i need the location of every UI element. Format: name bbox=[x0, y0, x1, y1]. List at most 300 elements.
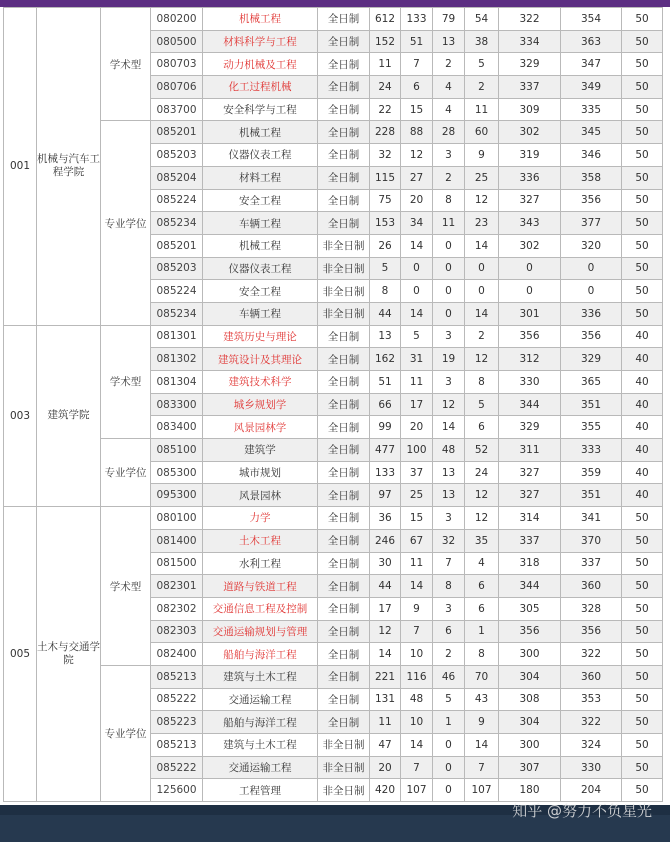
recommended-cell: 3 bbox=[433, 325, 465, 348]
applicants-cell: 44 bbox=[370, 302, 401, 325]
college-code-cell: 003 bbox=[4, 325, 37, 507]
quota-cell: 50 bbox=[622, 643, 663, 666]
table-row bbox=[4, 8, 663, 31]
major-code-cell: 080703 bbox=[151, 53, 203, 76]
applicants-cell: 26 bbox=[370, 234, 401, 257]
recommended-cell: 46 bbox=[433, 665, 465, 688]
study-mode-cell: 非全日制 bbox=[318, 302, 370, 325]
major-code-cell: 080200 bbox=[151, 8, 203, 31]
admission-table-sheet bbox=[0, 7, 670, 805]
admitted-cell: 67 bbox=[401, 529, 433, 552]
avg-score-cell: 0 bbox=[561, 280, 622, 303]
min-score-cell: 356 bbox=[499, 620, 561, 643]
major-name-cell: 机械工程 bbox=[203, 8, 318, 31]
avg-score-cell: 320 bbox=[561, 234, 622, 257]
recommended-cell: 0 bbox=[433, 734, 465, 757]
exam-admitted-cell: 52 bbox=[465, 439, 499, 462]
admitted-cell: 37 bbox=[401, 461, 433, 484]
applicants-cell: 11 bbox=[370, 711, 401, 734]
quota-cell: 50 bbox=[622, 166, 663, 189]
min-score-cell: 343 bbox=[499, 212, 561, 235]
min-score-cell: 300 bbox=[499, 643, 561, 666]
exam-admitted-cell: 107 bbox=[465, 779, 499, 802]
exam-admitted-cell: 6 bbox=[465, 575, 499, 598]
major-name-cell: 机械工程 bbox=[203, 234, 318, 257]
study-mode-cell: 全日制 bbox=[318, 711, 370, 734]
major-name-cell: 力学 bbox=[203, 507, 318, 530]
study-mode-cell: 非全日制 bbox=[318, 257, 370, 280]
major-name-cell: 城乡规划学 bbox=[203, 393, 318, 416]
recommended-cell: 4 bbox=[433, 98, 465, 121]
avg-score-cell: 349 bbox=[561, 76, 622, 99]
applicants-cell: 32 bbox=[370, 144, 401, 167]
recommended-cell: 5 bbox=[433, 688, 465, 711]
recommended-cell: 12 bbox=[433, 393, 465, 416]
recommended-cell: 1 bbox=[433, 711, 465, 734]
major-code-cell: 085203 bbox=[151, 257, 203, 280]
avg-score-cell: 360 bbox=[561, 575, 622, 598]
degree-type-cell: 专业学位 bbox=[101, 121, 151, 325]
admitted-cell: 107 bbox=[401, 779, 433, 802]
min-score-cell: 312 bbox=[499, 348, 561, 371]
major-name-cell: 风景园林 bbox=[203, 484, 318, 507]
min-score-cell: 180 bbox=[499, 779, 561, 802]
recommended-cell: 13 bbox=[433, 461, 465, 484]
major-name-cell: 船舶与海洋工程 bbox=[203, 643, 318, 666]
min-score-cell: 344 bbox=[499, 575, 561, 598]
recommended-cell: 32 bbox=[433, 529, 465, 552]
avg-score-cell: 358 bbox=[561, 166, 622, 189]
table-row bbox=[4, 325, 663, 348]
admitted-cell: 11 bbox=[401, 371, 433, 394]
recommended-cell: 2 bbox=[433, 53, 465, 76]
min-score-cell: 337 bbox=[499, 76, 561, 99]
major-name-cell: 建筑技术科学 bbox=[203, 371, 318, 394]
recommended-cell: 13 bbox=[433, 484, 465, 507]
exam-admitted-cell: 12 bbox=[465, 189, 499, 212]
quota-cell: 50 bbox=[622, 30, 663, 53]
major-code-cell: 081400 bbox=[151, 529, 203, 552]
exam-admitted-cell: 6 bbox=[465, 416, 499, 439]
applicants-cell: 17 bbox=[370, 597, 401, 620]
study-mode-cell: 全日制 bbox=[318, 144, 370, 167]
quota-cell: 50 bbox=[622, 302, 663, 325]
major-code-cell: 083300 bbox=[151, 393, 203, 416]
major-code-cell: 125600 bbox=[151, 779, 203, 802]
avg-score-cell: 355 bbox=[561, 416, 622, 439]
major-code-cell: 082302 bbox=[151, 597, 203, 620]
quota-cell: 50 bbox=[622, 507, 663, 530]
study-mode-cell: 全日制 bbox=[318, 98, 370, 121]
admitted-cell: 5 bbox=[401, 325, 433, 348]
avg-score-cell: 324 bbox=[561, 734, 622, 757]
admitted-cell: 0 bbox=[401, 257, 433, 280]
admitted-cell: 15 bbox=[401, 98, 433, 121]
exam-admitted-cell: 7 bbox=[465, 756, 499, 779]
study-mode-cell: 全日制 bbox=[318, 371, 370, 394]
applicants-cell: 477 bbox=[370, 439, 401, 462]
recommended-cell: 0 bbox=[433, 779, 465, 802]
major-code-cell: 083400 bbox=[151, 416, 203, 439]
avg-score-cell: 204 bbox=[561, 779, 622, 802]
recommended-cell: 7 bbox=[433, 552, 465, 575]
table-row bbox=[4, 121, 663, 144]
major-name-cell: 土木工程 bbox=[203, 529, 318, 552]
quota-cell: 50 bbox=[622, 280, 663, 303]
recommended-cell: 8 bbox=[433, 189, 465, 212]
major-code-cell: 085223 bbox=[151, 711, 203, 734]
major-code-cell: 082301 bbox=[151, 575, 203, 598]
study-mode-cell: 全日制 bbox=[318, 575, 370, 598]
avg-score-cell: 341 bbox=[561, 507, 622, 530]
exam-admitted-cell: 12 bbox=[465, 484, 499, 507]
quota-cell: 50 bbox=[622, 76, 663, 99]
major-code-cell: 085213 bbox=[151, 665, 203, 688]
avg-score-cell: 356 bbox=[561, 325, 622, 348]
avg-score-cell: 377 bbox=[561, 212, 622, 235]
major-code-cell: 080706 bbox=[151, 76, 203, 99]
admitted-cell: 27 bbox=[401, 166, 433, 189]
recommended-cell: 28 bbox=[433, 121, 465, 144]
study-mode-cell: 全日制 bbox=[318, 416, 370, 439]
applicants-cell: 162 bbox=[370, 348, 401, 371]
avg-score-cell: 347 bbox=[561, 53, 622, 76]
min-score-cell: 330 bbox=[499, 371, 561, 394]
major-name-cell: 机械工程 bbox=[203, 121, 318, 144]
major-name-cell: 风景园林学 bbox=[203, 416, 318, 439]
admitted-cell: 7 bbox=[401, 620, 433, 643]
quota-cell: 40 bbox=[622, 325, 663, 348]
min-score-cell: 0 bbox=[499, 257, 561, 280]
min-score-cell: 314 bbox=[499, 507, 561, 530]
major-code-cell: 082400 bbox=[151, 643, 203, 666]
avg-score-cell: 336 bbox=[561, 302, 622, 325]
quota-cell: 50 bbox=[622, 665, 663, 688]
admitted-cell: 25 bbox=[401, 484, 433, 507]
admitted-cell: 14 bbox=[401, 575, 433, 598]
major-name-cell: 建筑设计及其理论 bbox=[203, 348, 318, 371]
applicants-cell: 228 bbox=[370, 121, 401, 144]
min-score-cell: 322 bbox=[499, 8, 561, 31]
major-code-cell: 081500 bbox=[151, 552, 203, 575]
major-code-cell: 085224 bbox=[151, 280, 203, 303]
major-code-cell: 085201 bbox=[151, 234, 203, 257]
exam-admitted-cell: 6 bbox=[465, 597, 499, 620]
degree-type-cell: 学术型 bbox=[101, 8, 151, 121]
applicants-cell: 246 bbox=[370, 529, 401, 552]
study-mode-cell: 全日制 bbox=[318, 643, 370, 666]
admitted-cell: 6 bbox=[401, 76, 433, 99]
avg-score-cell: 359 bbox=[561, 461, 622, 484]
min-score-cell: 329 bbox=[499, 53, 561, 76]
recommended-cell: 0 bbox=[433, 234, 465, 257]
admitted-cell: 48 bbox=[401, 688, 433, 711]
exam-admitted-cell: 4 bbox=[465, 552, 499, 575]
study-mode-cell: 全日制 bbox=[318, 76, 370, 99]
study-mode-cell: 全日制 bbox=[318, 8, 370, 31]
min-score-cell: 301 bbox=[499, 302, 561, 325]
applicants-cell: 51 bbox=[370, 371, 401, 394]
admitted-cell: 100 bbox=[401, 439, 433, 462]
avg-score-cell: 335 bbox=[561, 98, 622, 121]
recommended-cell: 0 bbox=[433, 302, 465, 325]
degree-type-cell: 学术型 bbox=[101, 325, 151, 438]
study-mode-cell: 全日制 bbox=[318, 597, 370, 620]
major-name-cell: 道路与铁道工程 bbox=[203, 575, 318, 598]
study-mode-cell: 全日制 bbox=[318, 393, 370, 416]
exam-admitted-cell: 70 bbox=[465, 665, 499, 688]
avg-score-cell: 329 bbox=[561, 348, 622, 371]
applicants-cell: 8 bbox=[370, 280, 401, 303]
admitted-cell: 14 bbox=[401, 302, 433, 325]
applicants-cell: 47 bbox=[370, 734, 401, 757]
applicants-cell: 221 bbox=[370, 665, 401, 688]
major-name-cell: 化工过程机械 bbox=[203, 76, 318, 99]
recommended-cell: 48 bbox=[433, 439, 465, 462]
study-mode-cell: 全日制 bbox=[318, 212, 370, 235]
study-mode-cell: 全日制 bbox=[318, 688, 370, 711]
avg-score-cell: 322 bbox=[561, 643, 622, 666]
major-code-cell: 085100 bbox=[151, 439, 203, 462]
study-mode-cell: 全日制 bbox=[318, 30, 370, 53]
avg-score-cell: 322 bbox=[561, 711, 622, 734]
quota-cell: 40 bbox=[622, 371, 663, 394]
avg-score-cell: 356 bbox=[561, 620, 622, 643]
applicants-cell: 75 bbox=[370, 189, 401, 212]
quota-cell: 50 bbox=[622, 234, 663, 257]
admitted-cell: 7 bbox=[401, 53, 433, 76]
quota-cell: 40 bbox=[622, 439, 663, 462]
exam-admitted-cell: 14 bbox=[465, 302, 499, 325]
admitted-cell: 10 bbox=[401, 643, 433, 666]
quota-cell: 40 bbox=[622, 393, 663, 416]
admitted-cell: 34 bbox=[401, 212, 433, 235]
major-code-cell: 085203 bbox=[151, 144, 203, 167]
major-name-cell: 交通运输工程 bbox=[203, 756, 318, 779]
major-code-cell: 085222 bbox=[151, 756, 203, 779]
study-mode-cell: 非全日制 bbox=[318, 756, 370, 779]
major-code-cell: 081304 bbox=[151, 371, 203, 394]
avg-score-cell: 351 bbox=[561, 393, 622, 416]
quota-cell: 50 bbox=[622, 552, 663, 575]
applicants-cell: 30 bbox=[370, 552, 401, 575]
applicants-cell: 99 bbox=[370, 416, 401, 439]
exam-admitted-cell: 5 bbox=[465, 393, 499, 416]
applicants-cell: 20 bbox=[370, 756, 401, 779]
major-code-cell: 082303 bbox=[151, 620, 203, 643]
major-code-cell: 085234 bbox=[151, 212, 203, 235]
recommended-cell: 19 bbox=[433, 348, 465, 371]
min-score-cell: 300 bbox=[499, 734, 561, 757]
major-code-cell: 085234 bbox=[151, 302, 203, 325]
major-name-cell: 船舶与海洋工程 bbox=[203, 711, 318, 734]
avg-score-cell: 353 bbox=[561, 688, 622, 711]
quota-cell: 50 bbox=[622, 620, 663, 643]
min-score-cell: 0 bbox=[499, 280, 561, 303]
min-score-cell: 337 bbox=[499, 529, 561, 552]
quota-cell: 40 bbox=[622, 348, 663, 371]
admitted-cell: 10 bbox=[401, 711, 433, 734]
major-name-cell: 材料科学与工程 bbox=[203, 30, 318, 53]
min-score-cell: 319 bbox=[499, 144, 561, 167]
degree-type-cell: 学术型 bbox=[101, 507, 151, 666]
applicants-cell: 44 bbox=[370, 575, 401, 598]
college-code-cell: 001 bbox=[4, 8, 37, 326]
study-mode-cell: 全日制 bbox=[318, 665, 370, 688]
major-code-cell: 085222 bbox=[151, 688, 203, 711]
exam-admitted-cell: 9 bbox=[465, 711, 499, 734]
major-name-cell: 城市规划 bbox=[203, 461, 318, 484]
admitted-cell: 11 bbox=[401, 552, 433, 575]
study-mode-cell: 全日制 bbox=[318, 53, 370, 76]
quota-cell: 50 bbox=[622, 756, 663, 779]
study-mode-cell: 全日制 bbox=[318, 325, 370, 348]
min-score-cell: 311 bbox=[499, 439, 561, 462]
quota-cell: 50 bbox=[622, 529, 663, 552]
table-row bbox=[4, 507, 663, 530]
table-row bbox=[4, 439, 663, 462]
admitted-cell: 12 bbox=[401, 144, 433, 167]
exam-admitted-cell: 12 bbox=[465, 507, 499, 530]
exam-admitted-cell: 24 bbox=[465, 461, 499, 484]
exam-admitted-cell: 2 bbox=[465, 76, 499, 99]
min-score-cell: 344 bbox=[499, 393, 561, 416]
avg-score-cell: 345 bbox=[561, 121, 622, 144]
applicants-cell: 12 bbox=[370, 620, 401, 643]
applicants-cell: 11 bbox=[370, 53, 401, 76]
admitted-cell: 0 bbox=[401, 280, 433, 303]
quota-cell: 50 bbox=[622, 121, 663, 144]
recommended-cell: 8 bbox=[433, 575, 465, 598]
major-name-cell: 车辆工程 bbox=[203, 212, 318, 235]
recommended-cell: 3 bbox=[433, 371, 465, 394]
major-code-cell: 083700 bbox=[151, 98, 203, 121]
min-score-cell: 334 bbox=[499, 30, 561, 53]
exam-admitted-cell: 25 bbox=[465, 166, 499, 189]
applicants-cell: 14 bbox=[370, 643, 401, 666]
admission-table bbox=[3, 7, 663, 802]
applicants-cell: 66 bbox=[370, 393, 401, 416]
major-name-cell: 工程管理 bbox=[203, 779, 318, 802]
table-row bbox=[4, 665, 663, 688]
min-score-cell: 336 bbox=[499, 166, 561, 189]
major-code-cell: 085213 bbox=[151, 734, 203, 757]
exam-admitted-cell: 35 bbox=[465, 529, 499, 552]
study-mode-cell: 全日制 bbox=[318, 620, 370, 643]
study-mode-cell: 全日制 bbox=[318, 484, 370, 507]
exam-admitted-cell: 8 bbox=[465, 643, 499, 666]
exam-admitted-cell: 54 bbox=[465, 8, 499, 31]
applicants-cell: 612 bbox=[370, 8, 401, 31]
major-name-cell: 水利工程 bbox=[203, 552, 318, 575]
recommended-cell: 3 bbox=[433, 597, 465, 620]
quota-cell: 50 bbox=[622, 688, 663, 711]
avg-score-cell: 363 bbox=[561, 30, 622, 53]
exam-admitted-cell: 43 bbox=[465, 688, 499, 711]
exam-admitted-cell: 0 bbox=[465, 257, 499, 280]
quota-cell: 50 bbox=[622, 257, 663, 280]
exam-admitted-cell: 12 bbox=[465, 348, 499, 371]
recommended-cell: 79 bbox=[433, 8, 465, 31]
min-score-cell: 356 bbox=[499, 325, 561, 348]
major-code-cell: 081302 bbox=[151, 348, 203, 371]
study-mode-cell: 全日制 bbox=[318, 552, 370, 575]
avg-score-cell: 360 bbox=[561, 665, 622, 688]
applicants-cell: 115 bbox=[370, 166, 401, 189]
admitted-cell: 20 bbox=[401, 416, 433, 439]
top-color-bar bbox=[0, 0, 670, 7]
applicants-cell: 153 bbox=[370, 212, 401, 235]
major-code-cell: 085201 bbox=[151, 121, 203, 144]
study-mode-cell: 全日制 bbox=[318, 461, 370, 484]
recommended-cell: 3 bbox=[433, 144, 465, 167]
quota-cell: 50 bbox=[622, 597, 663, 620]
major-code-cell: 095300 bbox=[151, 484, 203, 507]
admitted-cell: 31 bbox=[401, 348, 433, 371]
college-name-cell: 土木与交通学院 bbox=[37, 507, 101, 802]
major-name-cell: 安全工程 bbox=[203, 280, 318, 303]
quota-cell: 50 bbox=[622, 734, 663, 757]
min-score-cell: 327 bbox=[499, 484, 561, 507]
major-name-cell: 车辆工程 bbox=[203, 302, 318, 325]
exam-admitted-cell: 0 bbox=[465, 280, 499, 303]
min-score-cell: 307 bbox=[499, 756, 561, 779]
major-code-cell: 080100 bbox=[151, 507, 203, 530]
quota-cell: 50 bbox=[622, 212, 663, 235]
min-score-cell: 302 bbox=[499, 234, 561, 257]
quota-cell: 50 bbox=[622, 779, 663, 802]
avg-score-cell: 0 bbox=[561, 257, 622, 280]
recommended-cell: 4 bbox=[433, 76, 465, 99]
exam-admitted-cell: 8 bbox=[465, 371, 499, 394]
major-name-cell: 建筑与土木工程 bbox=[203, 665, 318, 688]
avg-score-cell: 333 bbox=[561, 439, 622, 462]
college-name-cell: 建筑学院 bbox=[37, 325, 101, 507]
quota-cell: 50 bbox=[622, 53, 663, 76]
study-mode-cell: 全日制 bbox=[318, 529, 370, 552]
min-score-cell: 318 bbox=[499, 552, 561, 575]
major-name-cell: 安全工程 bbox=[203, 189, 318, 212]
applicants-cell: 97 bbox=[370, 484, 401, 507]
quota-cell: 40 bbox=[622, 484, 663, 507]
study-mode-cell: 全日制 bbox=[318, 189, 370, 212]
exam-admitted-cell: 2 bbox=[465, 325, 499, 348]
admitted-cell: 116 bbox=[401, 665, 433, 688]
admitted-cell: 15 bbox=[401, 507, 433, 530]
study-mode-cell: 非全日制 bbox=[318, 280, 370, 303]
admitted-cell: 20 bbox=[401, 189, 433, 212]
avg-score-cell: 328 bbox=[561, 597, 622, 620]
applicants-cell: 36 bbox=[370, 507, 401, 530]
quota-cell: 50 bbox=[622, 575, 663, 598]
exam-admitted-cell: 14 bbox=[465, 734, 499, 757]
degree-type-cell: 专业学位 bbox=[101, 439, 151, 507]
quota-cell: 50 bbox=[622, 8, 663, 31]
study-mode-cell: 全日制 bbox=[318, 348, 370, 371]
min-score-cell: 309 bbox=[499, 98, 561, 121]
recommended-cell: 13 bbox=[433, 30, 465, 53]
admitted-cell: 133 bbox=[401, 8, 433, 31]
major-code-cell: 080500 bbox=[151, 30, 203, 53]
major-code-cell: 081301 bbox=[151, 325, 203, 348]
recommended-cell: 2 bbox=[433, 166, 465, 189]
exam-admitted-cell: 11 bbox=[465, 98, 499, 121]
exam-admitted-cell: 5 bbox=[465, 53, 499, 76]
avg-score-cell: 356 bbox=[561, 189, 622, 212]
applicants-cell: 152 bbox=[370, 30, 401, 53]
avg-score-cell: 354 bbox=[561, 8, 622, 31]
avg-score-cell: 365 bbox=[561, 371, 622, 394]
